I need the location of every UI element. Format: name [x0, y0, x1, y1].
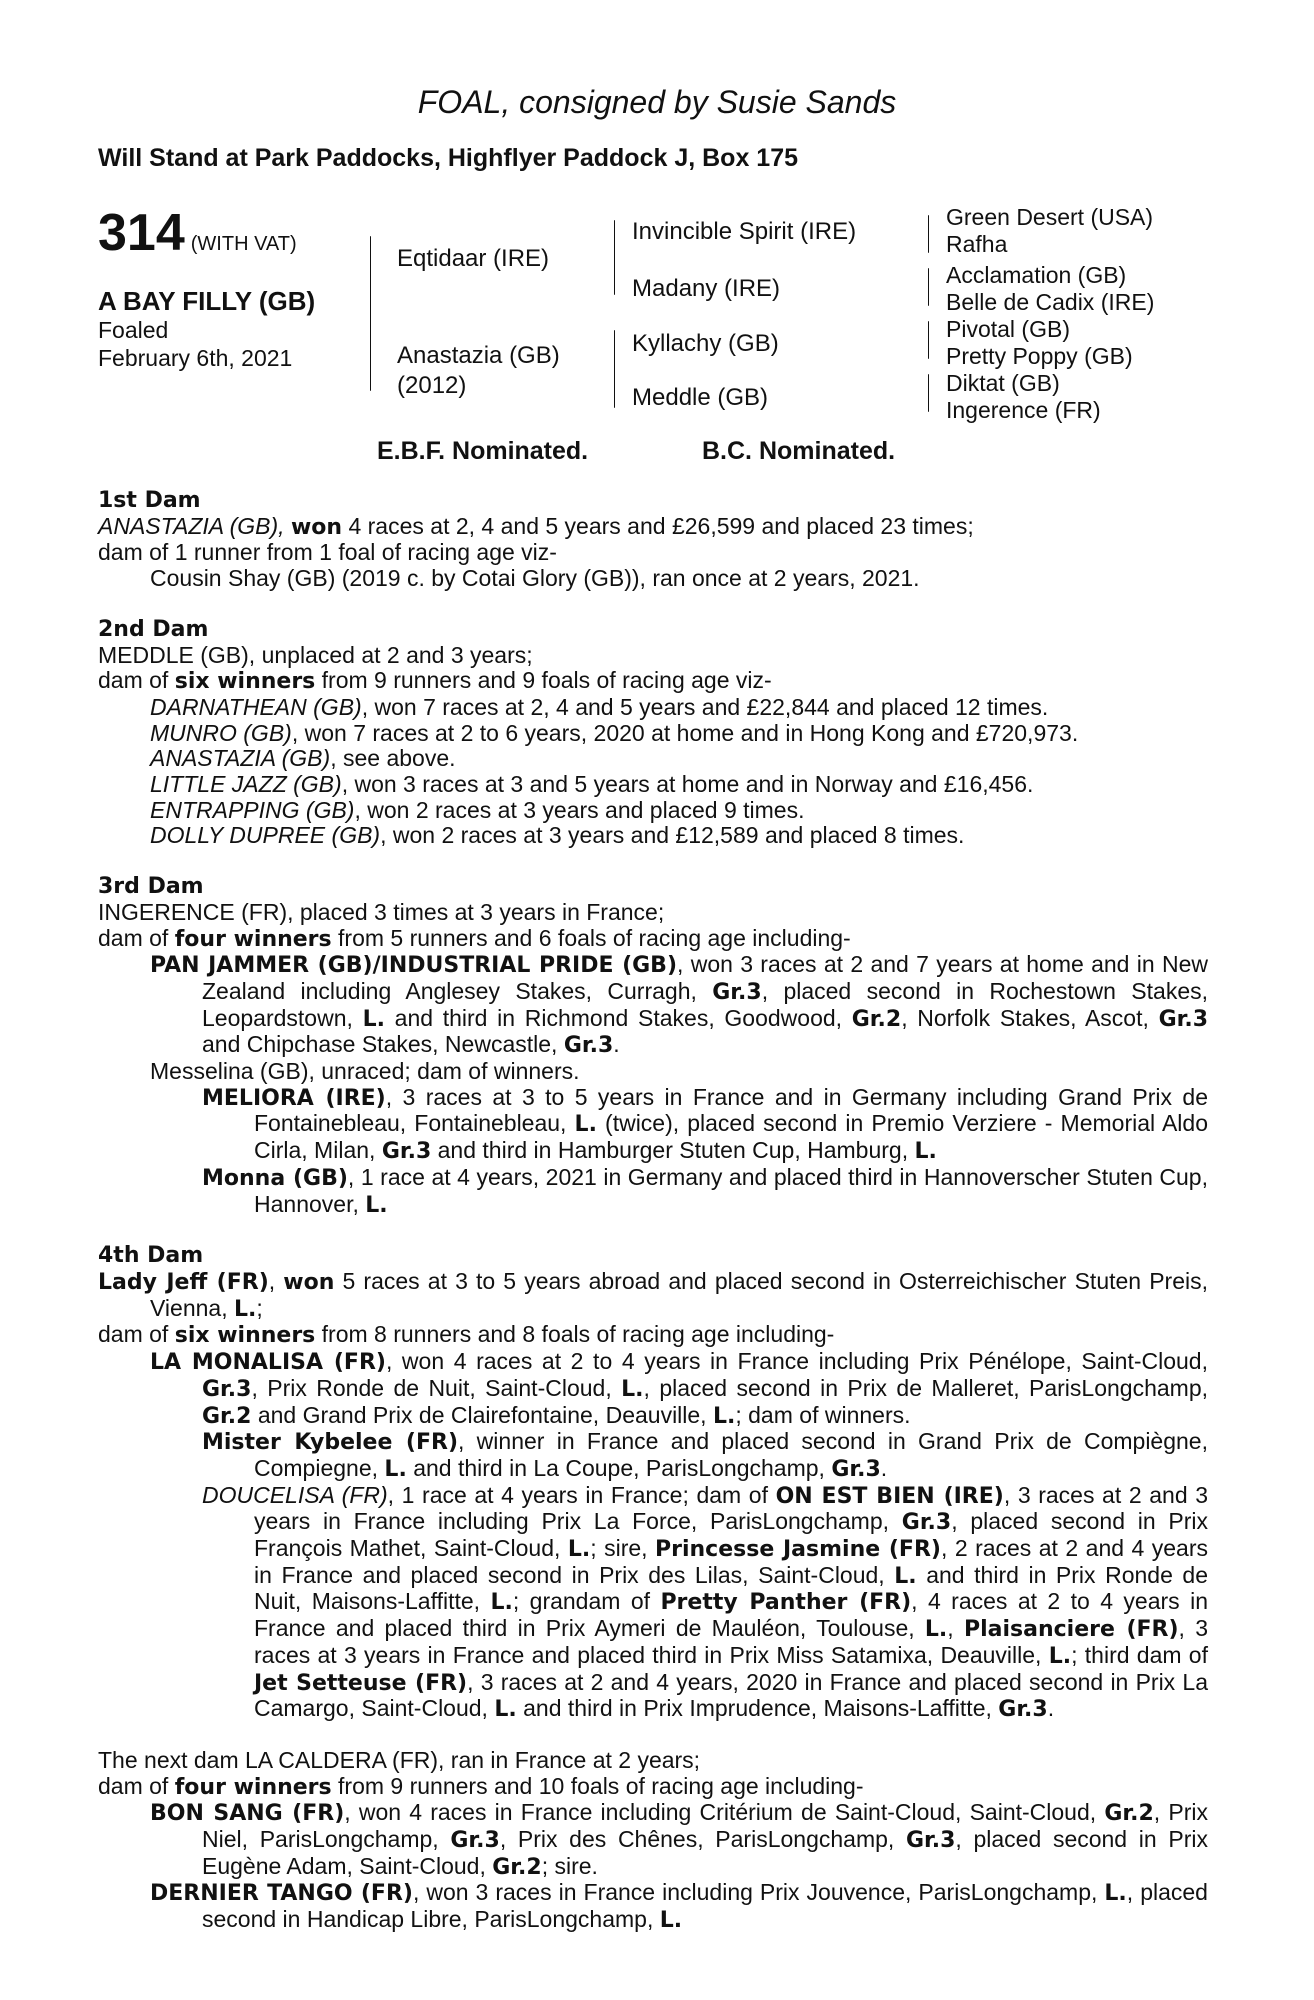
pedigree-brace-g3 — [928, 321, 929, 359]
ggen-4: Belle de Cadix (IRE) — [946, 289, 1155, 315]
ggen-5: Pivotal (GB) — [946, 316, 1070, 342]
fourth-dam-section — [98, 1243, 1208, 1723]
sire: Eqtidaar (IRE) — [397, 245, 550, 272]
ggen-1: Green Desert (USA) — [946, 204, 1154, 230]
pedigree-brace-dam — [614, 330, 615, 408]
vat-note: (WITH VAT) — [190, 233, 297, 255]
pedigree-brace-main — [370, 236, 371, 391]
dam: Anastazia (GB) — [397, 342, 560, 369]
ggen-6: Pretty Poppy (GB) — [946, 343, 1133, 369]
fourth-dam-produce-summary: dam of six winners from 8 runners and 8 foals of racing age including- — [98, 1321, 835, 1349]
stand-info: Will Stand at Park Paddocks, Highflyer Paddock J, Box 175 — [98, 144, 798, 172]
progeny-line: LITTLE JAZZ (GB), won 3 races at 3 and 5 years at home and in Norway and £16,456. — [150, 771, 1034, 798]
ggen-7: Diktat (GB) — [946, 370, 1060, 396]
first-dam-foal: Cousin Shay (GB) (2019 c. by Cotai Glory (GB)), ran once at 2 years, 2021. — [150, 565, 920, 592]
fifth-dam-produce-summary: dam of four winners from 9 runners and 10 foals of racing age including- — [98, 1772, 864, 1800]
foaled-info — [98, 316, 358, 372]
lot-number-block — [98, 203, 297, 263]
first-dam-section — [98, 488, 1208, 592]
third-dam-record: INGERENCE (FR), placed 3 times at 3 years in France; — [98, 898, 665, 925]
second-dam-produce-summary: dam of six winners from 9 runners and 9 foals of racing age viz- — [98, 667, 772, 695]
pedigree-brace-g2 — [928, 268, 929, 306]
second-dam-record: MEDDLE (GB), unplaced at 2 and 3 years; — [98, 641, 533, 668]
foaled-label: Foaled — [98, 317, 169, 343]
progeny-messelina: Messelina (GB), unraced; dam of winners. — [150, 1058, 580, 1085]
foaled-date: February 6th, 2021 — [98, 345, 293, 371]
progeny-pan-jammer: PAN JAMMER (GB)/INDUSTRIAL PRIDE (GB), won 3 races at 2 and 7 years at home and in New Zealand including Anglesey Stakes, Curragh, Gr.3, placed second in Rochestown Stakes, Leopardstown, L. and third in Richmond Stakes, Goodwood, Gr.2, Norfolk Stakes, Ascot, Gr.3 and Chipchase Stakes, Newcastle, Gr.3. — [150, 951, 1209, 1059]
first-dam-heading: 1st Dam — [98, 488, 201, 513]
third-dam-heading: 3rd Dam — [98, 874, 204, 900]
dam-year: (2012) — [397, 372, 467, 399]
sire-dam: Madany (IRE) — [632, 275, 781, 302]
progeny-line: DARNATHEAN (GB), won 7 races at 2, 4 and 5 years and £22,844 and placed 12 times. — [150, 693, 1049, 720]
progeny-line: ENTRAPPING (GB), won 2 races at 3 years and placed 9 times. — [150, 796, 805, 823]
progeny-line: ANASTAZIA (GB), see above. — [150, 745, 456, 772]
ebf-nominated: E.B.F. Nominated. — [377, 437, 589, 465]
first-dam-record: ANASTAZIA (GB), won 4 races at 2, 4 and 5 years and £26,599 and placed 23 times; — [98, 512, 974, 540]
fifth-dam-section — [98, 1748, 1208, 1934]
second-dam-heading: 2nd Dam — [98, 616, 209, 642]
first-dam-produce-summary: dam of 1 runner from 1 foal of racing age viz- — [98, 539, 557, 566]
progeny-la-monalisa: LA MONALISA (FR), won 4 races at 2 to 4 years in France including Prix Pénélope, Saint-Cloud, Gr.3, Prix Ronde de Nuit, Saint-Cloud, L., placed second in Prix de Malleret, ParisLongchamp, Gr.2 and Grand Prix de Clairefontaine, Deauville, L.; dam of winners. — [150, 1348, 1208, 1429]
progeny-line: MUNRO (GB), won 7 races at 2 to 6 years, 2020 at home and in Hong Kong and £720,973. — [150, 719, 1079, 746]
lot-number: 314 — [98, 204, 185, 262]
fifth-dam-record: The next dam LA CALDERA (FR), ran in France at 2 years; — [98, 1746, 701, 1773]
progeny-dernier-tango: DERNIER TANGO (FR), won 3 races in France including Prix Jouvence, ParisLongchamp, L., placed second in Handicap Libre, ParisLongchamp, L. — [150, 1879, 1208, 1934]
sire-sire: Invincible Spirit (IRE) — [632, 218, 857, 245]
progeny-line: DOLLY DUPREE (GB), won 2 races at 3 years and £12,589 and placed 8 times. — [150, 822, 965, 849]
pedigree-brace-sire — [614, 220, 615, 295]
ggen-8: Ingerence (FR) — [946, 397, 1101, 423]
progeny-mister-kybelee: Mister Kybelee (FR), winner in France and placed second in Grand Prix de Compiègne, Compiegne, L. and third in La Coupe, ParisLongchamp, Gr.3. — [202, 1428, 1208, 1482]
progeny-doucelisa: DOUCELISA (FR), 1 race at 4 years in France; dam of ON EST BIEN (IRE), 3 races at 2 and 3 years in France including Prix La Force, ParisLongchamp, Gr.3, placed second in Prix François Mathet, Saint-Cloud, L.; sire, Princesse Jasmine (FR), 2 races at 2 and 4 years in France and placed second in Prix des Lilas, Saint-Cloud, L. and third in Prix Ronde de Nuit, Maisons-Laffitte, L.; grandam of Pretty Panther (FR), 4 races at 2 to 4 years in France and placed third in Prix Aymeri de Mauléon, Toulouse, L., Plaisanciere (FR), 3 races at 3 years in France and placed third in Prix Miss Satamixa, Deauville, L.; third dam of Jet Setteuse (FR), 3 races at 2 and 4 years, 2020 in France and placed second in Prix La Camargo, Saint-Cloud, L. and third in Prix Imprudence, Maisons-Laffitte, Gr.3. — [202, 1481, 1209, 1723]
bc-nominated: B.C. Nominated. — [702, 437, 896, 465]
third-dam-section — [98, 874, 1208, 1218]
horse-name: A BAY FILLY (GB) — [98, 286, 316, 316]
third-dam-produce-summary: dam of four winners from 5 runners and 6 foals of racing age including- — [98, 924, 851, 952]
fourth-dam-heading: 4th Dam — [98, 1243, 204, 1269]
progeny-monna: Monna (GB), 1 race at 4 years, 2021 in Germany and placed third in Hannoverscher Stuten Cup, Hannover, L. — [202, 1163, 1208, 1218]
dam-sire: Kyllachy (GB) — [632, 330, 779, 357]
fourth-dam-record: Lady Jeff (FR), won 5 races at 3 to 5 years abroad and placed second in Osterreichischer Stuten Preis, Vienna, L.; — [98, 1267, 1208, 1322]
progeny-bon-sang: BON SANG (FR), won 4 races in France including Critérium de Saint-Cloud, Saint-Cloud, Gr.2, Prix Niel, ParisLongchamp, Gr.3, Prix des Chênes, ParisLongchamp, Gr.3, placed second in Prix Eugène Adam, Saint-Cloud, Gr.2; sire. — [150, 1799, 1208, 1880]
sale-title: FOAL, consigned by Susie Sands — [417, 84, 897, 120]
ggen-3: Acclamation (GB) — [946, 262, 1127, 288]
second-dam-section — [98, 617, 1208, 849]
progeny-meliora: MELIORA (IRE), 3 races at 3 to 5 years in France and in Germany including Grand Prix de Fontainebleau, Fontainebleau, L. (twice), placed second in Premio Verziere - Memorial Aldo Cirla, Milan, Gr.3 and third in Hamburger Stuten Cup, Hamburg, L. — [202, 1083, 1208, 1165]
produce-record — [98, 488, 1208, 1934]
pedigree-brace-g1 — [928, 215, 929, 253]
pedigree-brace-g4 — [928, 374, 929, 412]
ggen-2: Rafha — [946, 231, 1008, 257]
dam-dam: Meddle (GB) — [632, 384, 769, 411]
